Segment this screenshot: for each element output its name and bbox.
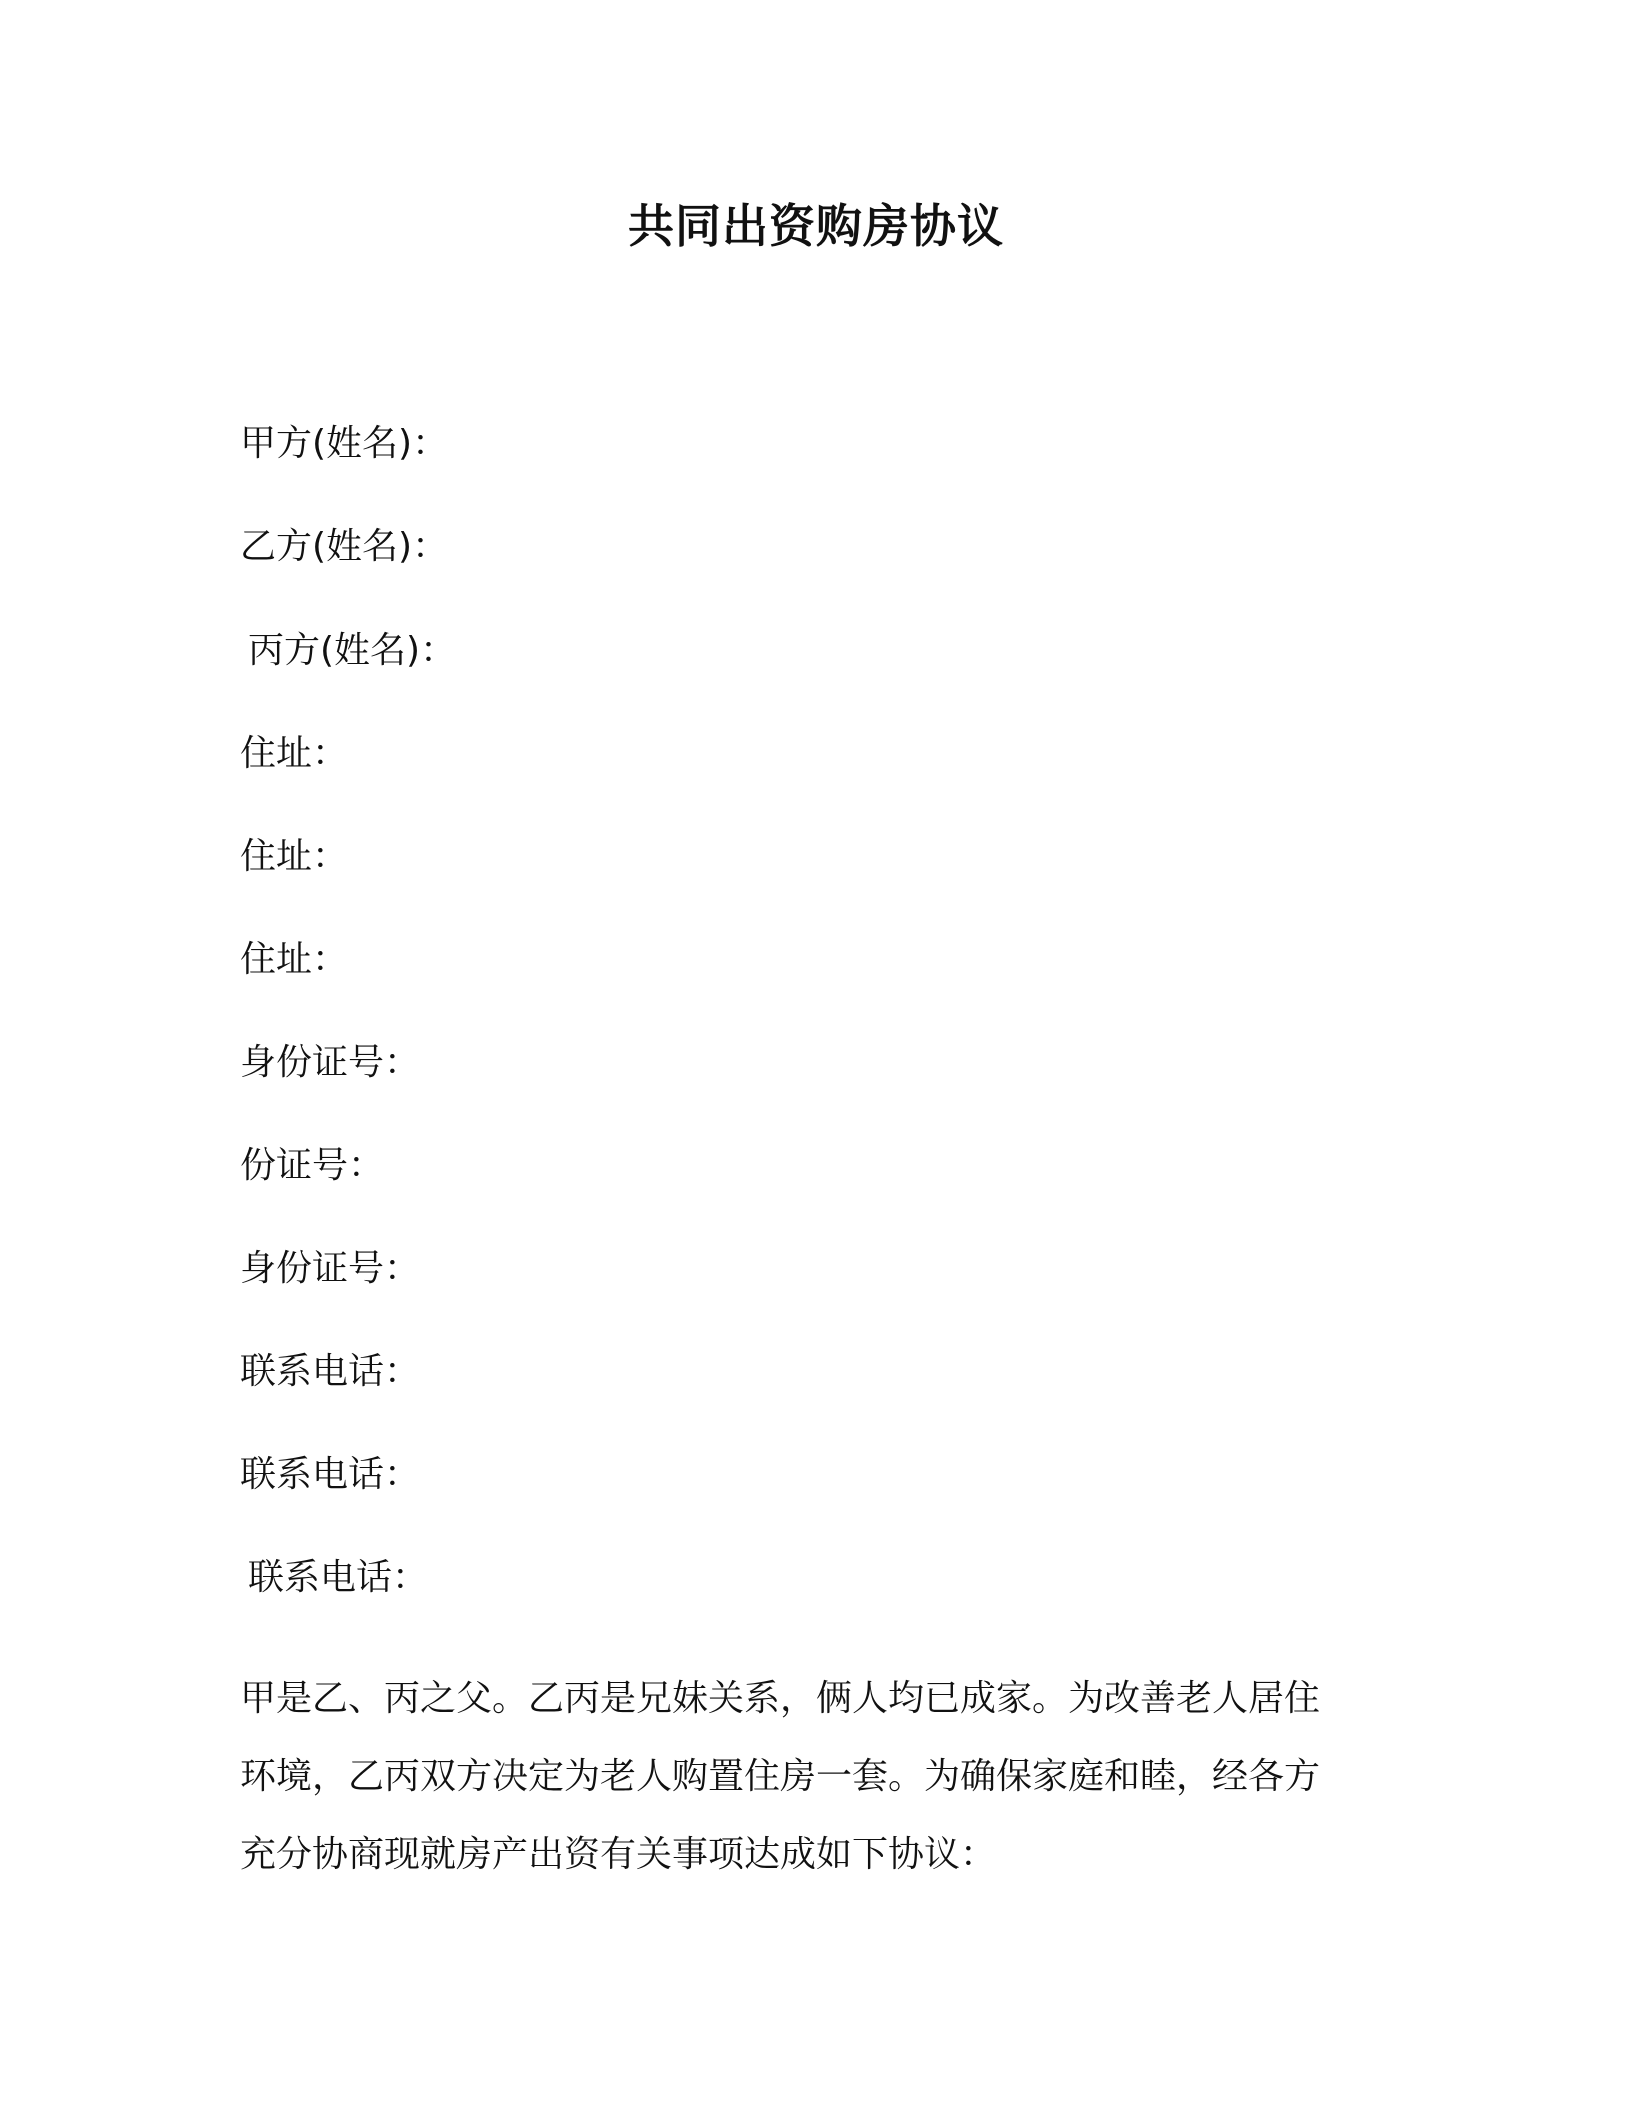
paragraph-line: 环境，乙丙双方决定为老人购置住房一套。为确保家庭和睦，经各方 — [240, 1756, 1321, 1797]
document-title: 共同出资购房协议 — [628, 199, 1004, 253]
agreement-intro-paragraph — [240, 1660, 1370, 1894]
id-number-field-3: 身份证号： — [240, 1248, 421, 1289]
address-field-1: 住址： — [240, 733, 349, 774]
phone-field-1: 联系电话： — [240, 1351, 421, 1392]
address-field-2: 住址： — [240, 836, 349, 877]
party-a-name-field: 甲方(姓名)： — [240, 423, 449, 464]
paragraph-line: 充分协商现就房产出资有关事项达成如下协议： — [240, 1834, 997, 1875]
phone-field-2: 联系电话： — [240, 1454, 421, 1495]
paragraph-line: 甲是乙、丙之父。乙丙是兄妹关系，俩人均已成家。为改善老人居住 — [240, 1678, 1321, 1719]
party-c-name-field: 丙方(姓名)： — [248, 630, 457, 671]
phone-field-3: 联系电话： — [248, 1557, 429, 1598]
id-number-field-1: 身份证号： — [240, 1042, 421, 1083]
address-field-3: 住址： — [240, 939, 349, 980]
party-b-name-field: 乙方(姓名)： — [240, 526, 449, 567]
id-number-field-2: 份证号： — [240, 1145, 385, 1186]
